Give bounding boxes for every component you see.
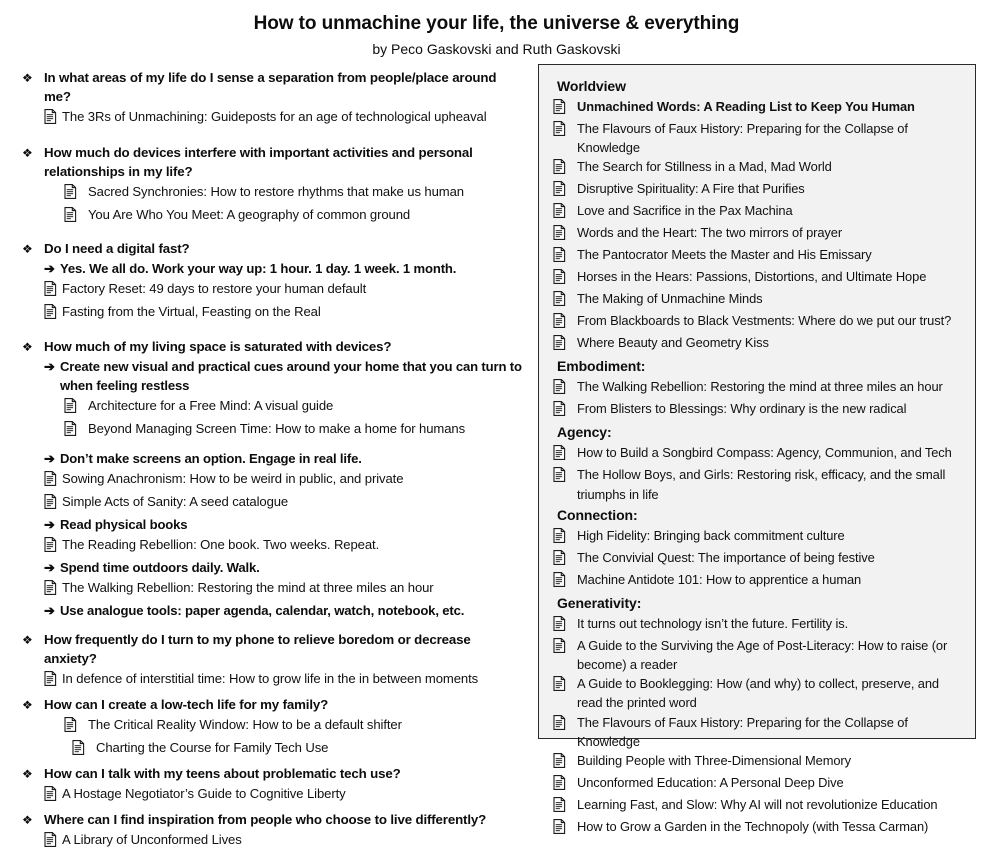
article-title[interactable]: The Critical Reality Window: How to be a default shifter [88, 717, 402, 732]
panel-article-row[interactable] [553, 245, 963, 267]
question-row [22, 810, 522, 829]
panel-article-title[interactable]: Unmachined Words: A Reading List to Keep You Human [577, 99, 915, 114]
action-text: Don’t make screens an option. Engage in real life. [60, 451, 362, 466]
spacer [22, 442, 522, 449]
document-icon [44, 304, 62, 324]
document-icon [553, 401, 577, 421]
panel-article-row[interactable] [553, 377, 963, 399]
panel-article-row[interactable] [553, 674, 963, 712]
article-title[interactable]: Simple Acts of Sanity: A seed catalogue [62, 494, 289, 509]
document-icon [44, 832, 62, 852]
action-row [44, 449, 522, 468]
question-row [22, 764, 522, 783]
document-icon [553, 313, 577, 333]
question-text: How can I create a low-tech life for my family? [44, 697, 329, 712]
panel-article-title[interactable]: The Walking Rebellion: Restoring the mind at three miles an hour [577, 379, 943, 395]
action-text: Spend time outdoors daily. Walk. [60, 560, 260, 575]
question-row [22, 68, 522, 106]
question-row [22, 337, 522, 356]
document-icon [553, 247, 577, 267]
diamond-bullet-icon: ❖ [22, 71, 33, 85]
question-row [22, 695, 522, 714]
action-text: Create new visual and practical cues around your home that you can turn to when feeling restless [60, 359, 522, 393]
article-title[interactable]: In defence of interstitial time: How to grow life in the in between moments [62, 671, 479, 686]
document-icon [44, 580, 62, 600]
article-title[interactable]: The 3Rs of Unmachining: Guideposts for an age of technological upheaval [62, 109, 487, 124]
document-icon [44, 471, 62, 491]
article-row[interactable] [44, 107, 522, 129]
panel-article-title[interactable]: Machine Antidote 101: How to apprentice a human [577, 571, 862, 587]
panel-article-title[interactable]: The Pantocrator Meets the Master and His Emissary [577, 247, 872, 263]
panel-article-row[interactable] [553, 201, 963, 223]
panel-article-row[interactable] [553, 333, 963, 355]
article-title[interactable]: You Are Who You Meet: A geography of common ground [88, 207, 411, 222]
article-row[interactable] [64, 396, 522, 418]
panel-article-title[interactable]: Disruptive Spirituality: A Fire that Purifies [577, 181, 805, 197]
panel-article-row[interactable] [553, 157, 963, 179]
panel-article-row[interactable] [553, 97, 963, 119]
question-block [22, 337, 522, 620]
right-arrow-icon: ➔ [44, 451, 55, 466]
question-block [22, 630, 522, 691]
article-row[interactable] [44, 578, 522, 600]
panel-article-title[interactable]: Learning Fast, and Slow: Why AI will not revolutionize Education [577, 797, 938, 813]
panel-article-row[interactable] [553, 570, 963, 592]
diamond-bullet-icon: ❖ [22, 698, 33, 712]
panel-section-heading: Worldview [557, 78, 626, 94]
panel-article-row[interactable] [553, 179, 963, 201]
diamond-bullet-icon: ❖ [22, 242, 33, 256]
panel-article-title[interactable]: Building People with Three-Dimensional Memory [577, 753, 851, 769]
article-row[interactable] [44, 669, 522, 691]
panel-article-title[interactable]: The Hollow Boys, and Girls: Restoring risk, efficacy, and the small triumphs in life [577, 467, 946, 502]
article-row[interactable] [64, 419, 522, 441]
action-row [44, 357, 522, 395]
question-block [22, 764, 522, 806]
document-icon [553, 379, 577, 399]
document-icon [64, 207, 88, 227]
document-icon [553, 753, 577, 773]
panel-article-row[interactable] [553, 614, 963, 636]
action-text: Read physical books [60, 517, 188, 532]
diamond-bullet-icon: ❖ [22, 340, 33, 354]
article-title[interactable]: A Library of Unconformed Lives [62, 832, 242, 847]
document-icon [44, 281, 62, 301]
panel-article-title[interactable]: The Convivial Quest: The importance of being festive [577, 549, 875, 565]
right-arrow-icon: ➔ [44, 261, 55, 276]
panel-article-title[interactable]: A Guide to Booklegging: How (and why) to collect, preserve, and read the printed word [577, 676, 940, 711]
article-row[interactable] [44, 784, 522, 806]
document-icon [64, 184, 88, 204]
document-icon [64, 421, 88, 441]
panel-article-title[interactable]: How to Build a Songbird Compass: Agency, Communion, and Tech [577, 445, 952, 461]
right-arrow-icon: ➔ [44, 359, 55, 374]
document-icon [44, 671, 62, 691]
document-icon [553, 676, 577, 696]
question-row [22, 239, 522, 258]
diamond-bullet-icon: ❖ [22, 767, 33, 781]
question-text: Do I need a digital fast? [44, 241, 190, 256]
article-title[interactable]: Sacred Synchronies: How to restore rhythms that make us human [88, 184, 464, 199]
question-text: How much of my living space is saturated with devices? [44, 339, 392, 354]
panel-article-row[interactable] [553, 119, 963, 157]
panel-article-row[interactable] [553, 713, 963, 751]
question-row [22, 143, 522, 181]
panel-article-title[interactable]: Love and Sacrifice in the Pax Machina [577, 203, 793, 219]
right-arrow-icon: ➔ [44, 517, 55, 532]
panel-article-row[interactable] [553, 465, 963, 503]
document-icon [553, 181, 577, 201]
panel-article-title[interactable]: The Making of Unmachine Minds [577, 291, 763, 307]
page-title: How to unmachine your life, the universe & everything [253, 13, 740, 34]
action-text: Yes. We all do. Work your way up: 1 hour. 1 day. 1 week. 1 month. [60, 261, 457, 276]
action-row [44, 601, 522, 620]
panel-article-row[interactable] [553, 548, 963, 570]
panel-article-row[interactable] [553, 289, 963, 311]
document-icon [553, 291, 577, 311]
document-icon [553, 616, 577, 636]
spacer [22, 228, 522, 239]
article-title[interactable]: A Hostage Negotiator’s Guide to Cognitive Liberty [62, 786, 346, 801]
panel-article-row[interactable] [553, 267, 963, 289]
panel-article-title[interactable]: Words and the Heart: The two mirrors of prayer [577, 225, 843, 241]
document-icon [553, 335, 577, 355]
document-icon [553, 225, 577, 245]
article-title[interactable]: The Reading Rebellion: One book. Two weeks. Repeat. [62, 537, 380, 552]
question-text: How can I talk with my teens about problematic tech use? [44, 766, 401, 781]
document-icon [553, 819, 577, 839]
question-block [22, 695, 522, 760]
document-icon [553, 775, 577, 795]
question-block [22, 68, 522, 129]
diamond-bullet-icon: ❖ [22, 633, 33, 647]
document-icon [553, 99, 577, 119]
panel-article-title[interactable]: The Flavours of Faux History: Preparing for the Collapse of Knowledge [577, 121, 908, 156]
article-row[interactable] [64, 715, 522, 737]
article-row[interactable] [44, 279, 522, 301]
panel-article-title[interactable]: High Fidelity: Bringing back commitment culture [577, 527, 845, 543]
document-icon [553, 797, 577, 817]
panel-article-row[interactable] [553, 795, 963, 817]
right-arrow-icon: ➔ [44, 603, 55, 618]
panel-article-title[interactable]: Horses in the Hears: Passions, Distortions, and Ultimate Hope [577, 269, 927, 285]
question-text: Where can I find inspiration from people who choose to live differently? [44, 812, 487, 827]
document-icon [553, 528, 577, 548]
panel-article-title[interactable]: How to Grow a Garden in the Technopoly (with Tessa Carman) [577, 819, 929, 835]
action-row [44, 558, 522, 577]
document-icon [64, 717, 88, 737]
article-title[interactable]: Architecture for a Free Mind: A visual guide [88, 398, 334, 413]
article-row[interactable] [72, 738, 522, 760]
document-icon [553, 121, 577, 141]
article-row[interactable] [44, 830, 522, 852]
article-title[interactable]: Factory Reset: 49 days to restore your human default [62, 281, 367, 296]
document-icon [72, 740, 96, 760]
panel-article-title[interactable]: From Blisters to Blessings: Why ordinary is the new radical [577, 401, 907, 417]
document-icon [44, 494, 62, 514]
question-block [22, 239, 522, 324]
panel-section-heading: Embodiment: [557, 358, 646, 375]
action-row [44, 515, 522, 534]
panel-article-row[interactable] [553, 399, 963, 421]
panel-article-title[interactable]: It turns out technology isn’t the future. Fertility is. [577, 615, 849, 631]
action-text: Use analogue tools: paper agenda, calendar, watch, notebook, etc. [60, 603, 465, 618]
article-title[interactable]: Fasting from the Virtual, Feasting on the Real [62, 304, 321, 319]
document-body [0, 62, 993, 847]
right-arrow-icon: ➔ [44, 560, 55, 575]
article-row[interactable] [64, 205, 522, 227]
reading-list-panel [538, 64, 976, 835]
panel-section-heading: Connection: [557, 506, 638, 523]
panel-article-row[interactable] [553, 817, 963, 839]
question-text: How much do devices interfere with important activities and personal relationships in my life? [44, 145, 473, 179]
document-icon [44, 109, 62, 129]
document-icon [553, 467, 577, 487]
panel-article-row[interactable] [553, 311, 963, 333]
document-icon [553, 638, 577, 658]
panel-article-title[interactable]: The Search for Stillness in a Mad, Mad World [577, 159, 832, 175]
article-title[interactable]: Beyond Managing Screen Time: How to make a home for humans [88, 421, 466, 436]
article-title[interactable]: Charting the Course for Family Tech Use [96, 740, 329, 755]
panel-section-heading: Agency: [557, 424, 612, 441]
article-row[interactable] [44, 302, 522, 324]
panel-article-row[interactable] [553, 751, 963, 773]
document-icon [44, 537, 62, 557]
panel-article-title[interactable]: From Blackboards to Black Vestments: Where do we put our trust? [577, 313, 952, 329]
document-icon [553, 445, 577, 465]
panel-article-row[interactable] [553, 443, 963, 465]
page-subtitle: by Peco Gaskovski and Ruth Gaskovski [372, 40, 621, 57]
document-icon [553, 715, 577, 735]
article-row[interactable] [64, 182, 522, 204]
document-icon [553, 572, 577, 592]
document-icon [44, 786, 62, 806]
article-title[interactable]: Sowing Anachronism: How to be weird in public, and private [62, 471, 404, 486]
panel-article-title[interactable]: The Flavours of Faux History: Preparing for the Collapse of Knowledge [577, 714, 908, 749]
article-row[interactable] [44, 492, 522, 514]
panel-section-heading: Generativity: [557, 594, 642, 611]
panel-article-row[interactable] [553, 223, 963, 245]
spacer [22, 325, 522, 337]
document-icon [553, 203, 577, 223]
question-block [22, 143, 522, 227]
panel-article-title[interactable]: Unconformed Education: A Personal Deep Dive [577, 775, 844, 791]
questions-column [22, 68, 522, 853]
document-header [0, 0, 993, 57]
panel-article-title[interactable]: A Guide to the Surviving the Age of Post-Literacy: How to raise (or become) a reader [577, 637, 948, 673]
question-text: How frequently do I turn to my phone to relieve boredom or decrease anxiety? [44, 632, 471, 666]
document-icon [64, 398, 88, 418]
document-icon [553, 550, 577, 570]
panel-article-row[interactable] [553, 636, 963, 674]
panel-article-row[interactable] [553, 773, 963, 795]
question-text: In what areas of my life do I sense a separation from people/place around me? [44, 70, 497, 104]
article-title[interactable]: The Walking Rebellion: Restoring the mind at three miles an hour [62, 580, 434, 595]
panel-article-title[interactable]: Where Beauty and Geometry Kiss [577, 335, 769, 351]
document-icon [553, 269, 577, 289]
question-row [22, 630, 522, 668]
action-row [44, 259, 522, 278]
diamond-bullet-icon: ❖ [22, 813, 33, 827]
article-row[interactable] [44, 469, 522, 491]
spacer [22, 621, 522, 630]
spacer [22, 130, 522, 143]
panel-article-row[interactable] [553, 526, 963, 548]
article-row[interactable] [44, 535, 522, 557]
question-block [22, 810, 522, 852]
document-icon [553, 159, 577, 179]
diamond-bullet-icon: ❖ [22, 146, 33, 160]
